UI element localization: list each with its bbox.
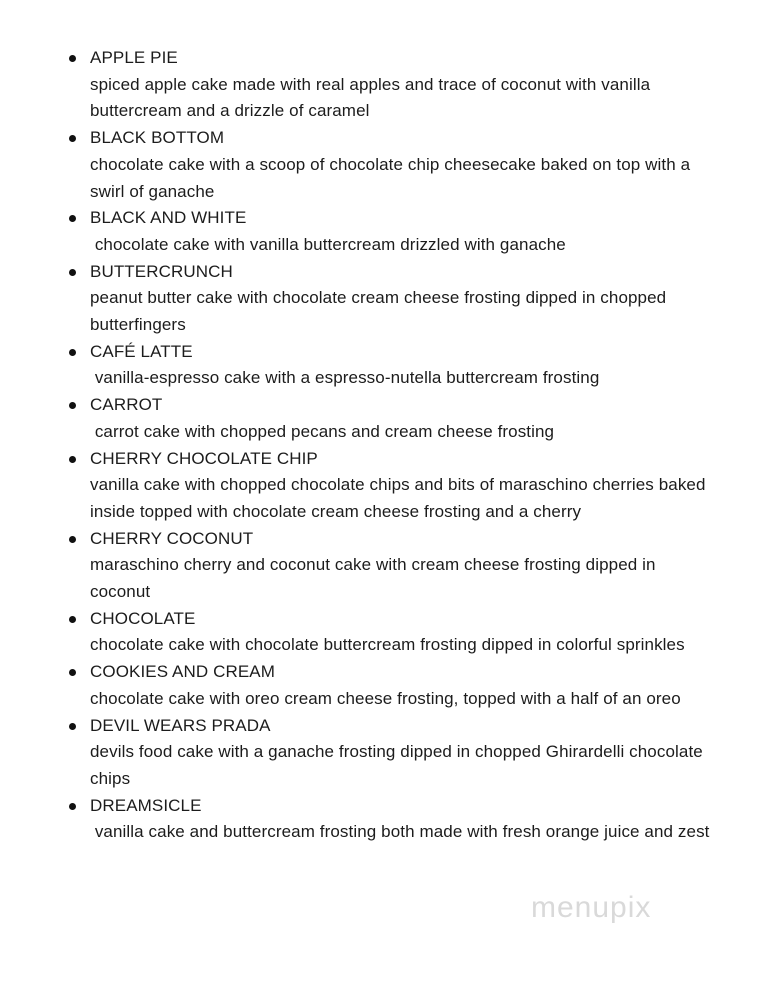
cake-description: chocolate cake with vanilla buttercream drizzled with ganache: [90, 234, 566, 254]
menu-item: [69, 392, 717, 445]
menu-item: [69, 125, 717, 205]
cake-description: vanilla cake with chopped chocolate chips and bits of maraschino cherries baked inside topped with chocolate cream cheese frosting and a cherry: [90, 475, 711, 521]
menu-item: [69, 606, 717, 659]
cake-name: DEVIL WEARS PRADA: [90, 715, 271, 735]
bullet-icon: [69, 536, 76, 543]
cake-description: peanut butter cake with chocolate cream cheese frosting dipped in chopped butterfingers: [90, 288, 672, 335]
cake-description: chocolate cake with oreo cream cheese frosting, topped with a half of an oreo: [90, 688, 681, 708]
menu-item: [69, 205, 717, 258]
menu-item: [69, 793, 717, 846]
cake-name: BLACK AND WHITE: [90, 208, 247, 228]
cake-name: CHERRY CHOCOLATE CHIP: [90, 448, 318, 468]
cake-name: DREAMSICLE: [90, 795, 202, 815]
menu-item: [69, 259, 717, 339]
cake-description: vanilla cake and buttercream frosting both made with fresh orange juice and zest: [90, 822, 710, 842]
menu-item: [69, 45, 717, 125]
bullet-icon: [69, 616, 76, 623]
menu-item: [69, 526, 717, 606]
cake-description: maraschino cherry and coconut cake with cream cheese frosting dipped in coconut: [90, 555, 661, 602]
menu-item: [69, 713, 717, 793]
cake-name: BLACK BOTTOM: [90, 128, 225, 148]
cake-description: carrot cake with chopped pecans and cream cheese frosting: [90, 421, 555, 441]
cake-name: CHOCOLATE: [90, 608, 196, 628]
menu-item: [69, 339, 717, 392]
cake-menu-list: [69, 45, 717, 846]
bullet-icon: [69, 135, 76, 142]
bullet-icon: [69, 803, 76, 810]
bullet-icon: [69, 215, 76, 222]
bullet-icon: [69, 55, 76, 62]
menu-item: [69, 659, 717, 712]
menupix-watermark: menupix: [531, 891, 652, 924]
cake-description: spiced apple cake made with real apples and trace of coconut with vanilla buttercream and a drizzle of caramel: [90, 74, 655, 121]
bullet-icon: [69, 269, 76, 276]
cake-name: COOKIES AND CREAM: [90, 662, 275, 682]
menu-item: [69, 446, 717, 526]
cake-name: APPLE PIE: [90, 48, 178, 67]
cake-name: CARROT: [90, 395, 163, 415]
cake-description: chocolate cake with a scoop of chocolate chip cheesecake baked on top with a swirl of ganache: [90, 154, 695, 201]
bullet-icon: [69, 456, 76, 463]
bullet-icon: [69, 349, 76, 356]
cake-name: CHERRY COCONUT: [90, 528, 254, 548]
bullet-icon: [69, 723, 76, 730]
cake-description: chocolate cake with chocolate buttercream frosting dipped in colorful sprinkles: [90, 635, 685, 655]
bullet-icon: [69, 669, 76, 676]
cake-name: BUTTERCRUNCH: [90, 261, 233, 281]
cake-name: CAFÉ LATTE: [90, 341, 193, 361]
cake-description: vanilla-espresso cake with a espresso-nutella buttercream frosting: [90, 368, 600, 388]
cake-description: devils food cake with a ganache frosting dipped in chopped Ghirardelli chocolate chips: [90, 742, 708, 788]
bullet-icon: [69, 402, 76, 409]
